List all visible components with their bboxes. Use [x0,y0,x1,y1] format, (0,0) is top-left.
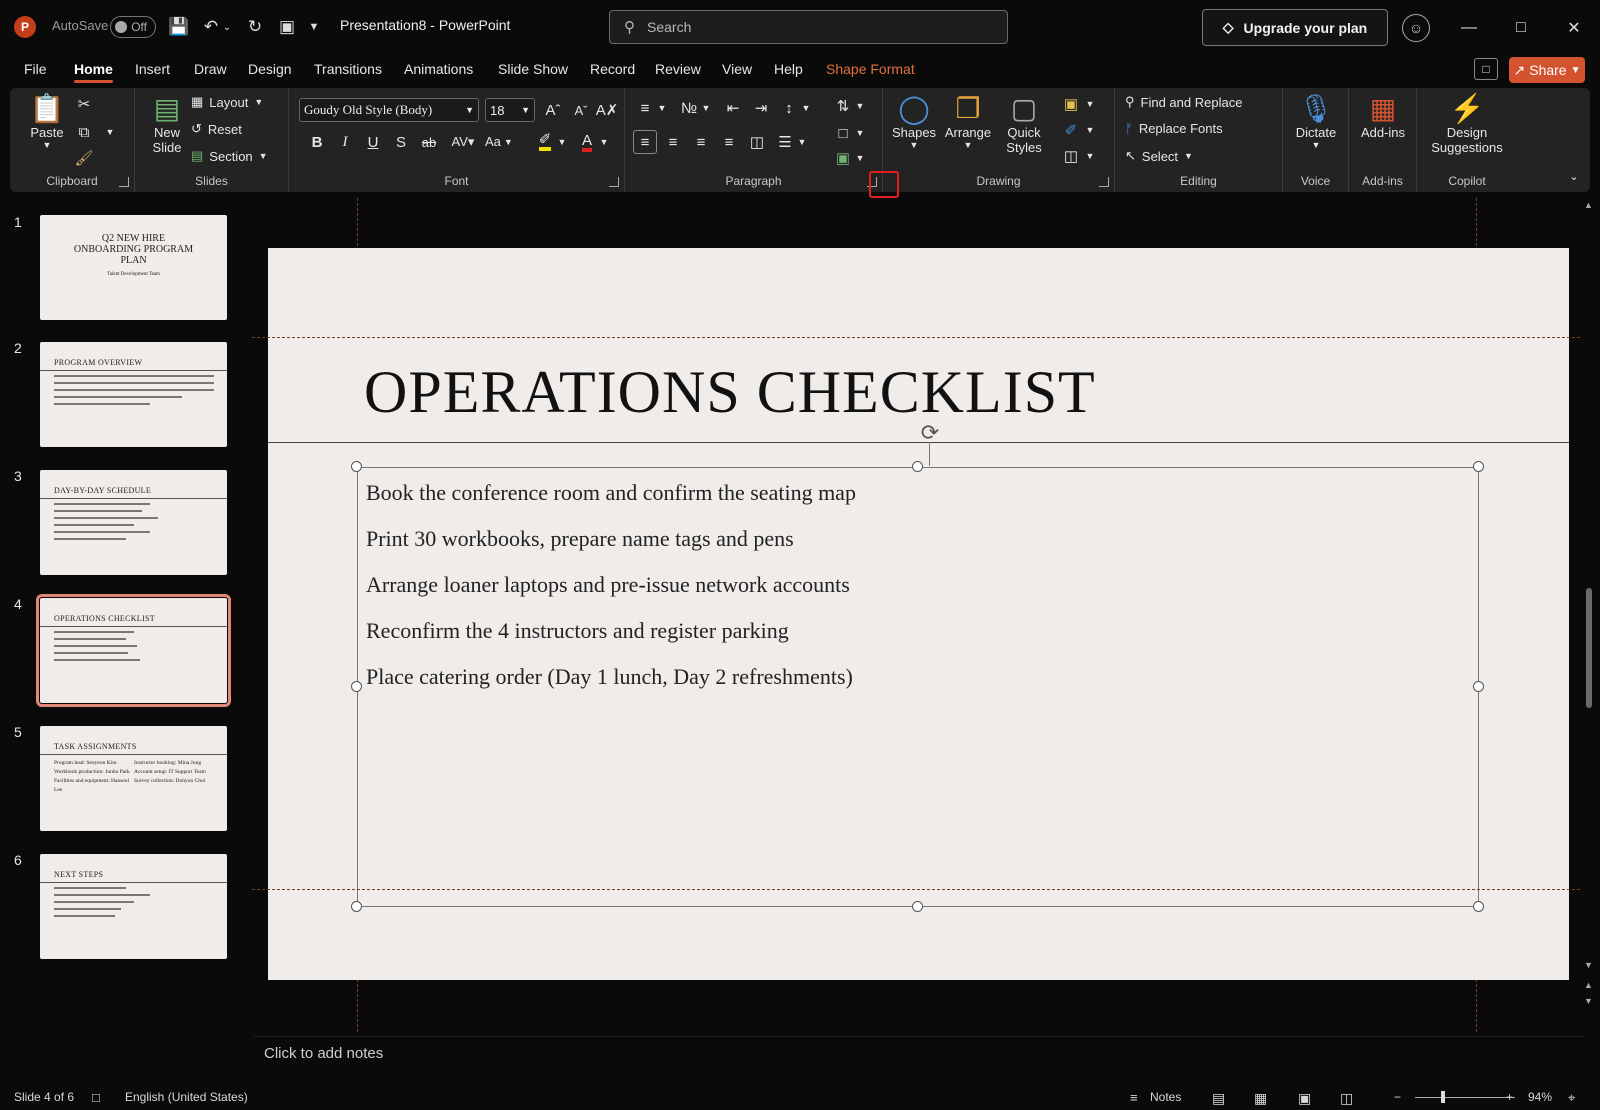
zoom-out-icon[interactable]: − [1394,1090,1402,1104]
thumbnail-title: TASK ASSIGNMENTS [54,742,137,751]
document-title: Presentation8 - PowerPoint [340,17,511,33]
font-group [289,88,625,192]
slides-group-label: Slides [195,174,228,188]
resize-handle[interactable] [1473,901,1484,912]
layout-icon: ▦ [191,94,204,109]
slide-counter: Slide 4 of 6 [14,1090,75,1104]
resize-handle[interactable] [1473,681,1484,692]
paste-label: Paste [30,125,64,140]
scrollbar-thumb[interactable] [1586,588,1592,708]
text-direction-icon[interactable]: ⇅ [836,98,850,115]
bullets-dropdown-icon[interactable]: ▼ [657,103,667,113]
accessibility-icon[interactable]: □ [92,1090,100,1105]
zoom-slider[interactable] [1415,1097,1515,1098]
quick-styles-label-2: Styles [1006,140,1042,155]
thumbnail-title: NEXT STEPS [54,870,104,879]
resize-handle[interactable] [1473,461,1484,472]
thumbnail-title-line: ONBOARDING PROGRAM [73,244,194,255]
slides-group [135,88,289,192]
resize-handle[interactable] [351,681,362,692]
scroll-up-icon[interactable]: ▲ [1584,200,1593,210]
quick-styles-button[interactable] [999,92,1049,155]
bold-icon[interactable]: B [311,133,323,151]
clipboard-group [10,88,135,192]
tab-record[interactable]: Record [590,61,636,77]
slide-thumbnail-3[interactable] [40,470,227,575]
notes-toggle-label[interactable]: Notes [1150,1090,1182,1104]
font-color-icon[interactable]: A [575,130,599,154]
autosave-toggle[interactable] [110,16,156,38]
bullet-item[interactable]: Print 30 workbooks, prepare name tags and pens [366,526,794,551]
dictate-label: Dictate [1295,125,1337,140]
change-case-dropdown-icon: ▼ [503,136,513,147]
drawing-launcher-icon[interactable] [1099,177,1109,187]
shape-effects-icon[interactable]: ◫ [1063,148,1079,165]
design-lightning-icon: ⚡ [1449,93,1485,124]
drawing-group [883,88,1115,192]
paragraph-group-label: Paragraph [725,174,782,188]
find-replace-label: Find and Replace [1140,94,1243,110]
section-dropdown-icon: ▼ [258,151,268,161]
design-suggestions-button[interactable] [1423,92,1511,155]
resize-handle[interactable] [912,461,923,472]
quick-styles-icon: ▢ [1010,93,1038,124]
select-cursor-icon: ↖ [1125,148,1136,163]
decrease-font-size-icon[interactable]: Aˇ [574,102,588,118]
change-case-label: Aa [485,134,501,149]
resize-handle[interactable] [351,461,362,472]
font-group-label: Font [444,174,469,188]
align-vertical-dropdown-icon[interactable]: ▼ [855,128,865,138]
title-bar [0,0,1600,56]
shape-outline-icon[interactable]: ✐ [1064,122,1078,139]
drawing-group-label: Drawing [976,174,1021,188]
account-avatar-icon[interactable]: ☺ [1402,14,1430,42]
status-bar [0,1086,1600,1110]
smart-guide [252,889,1580,890]
smartart-dropdown-icon[interactable]: ▼ [855,153,865,163]
slide-thumbnail-6[interactable] [40,854,227,959]
paragraph-group [625,88,883,192]
slide-thumbnail-4[interactable] [40,598,227,703]
slideshow-view-icon[interactable]: ◫ [1340,1090,1354,1106]
voice-group-label: Voice [1300,174,1331,188]
slide-thumbnail-1[interactable] [40,215,227,320]
paste-dropdown-icon: ▼ [42,140,52,150]
decrease-indent-icon[interactable]: ⇤ [726,100,740,117]
slide-thumbnails-panel [0,200,250,1080]
align-text-dropdown-icon[interactable]: ▼ [797,137,807,147]
tab-file[interactable]: File [24,61,47,77]
section-icon: ▤ [191,148,204,163]
thumbnail-number: 1 [14,214,22,230]
columns-icon[interactable]: ◫ [749,134,765,151]
autosave-state: Off [131,20,147,34]
addins-label: Add-ins [1360,125,1406,140]
thumbnail-number: 5 [14,724,22,740]
layout-label: Layout [209,94,249,110]
resize-handle[interactable] [351,901,362,912]
select-button[interactable] [1125,148,1193,164]
thumbnail-title-line: PLAN [120,255,147,266]
copy-dropdown-icon[interactable]: ▼ [105,127,115,137]
smartart-icon[interactable]: ▣ [835,150,851,167]
undo-icon[interactable]: ↶ [203,17,219,36]
previous-slide-icon[interactable]: ▲ [1584,980,1593,990]
copilot-group-label: Copilot [1448,174,1486,188]
find-replace-button[interactable] [1125,94,1242,110]
bullet-item[interactable]: Book the conference room and confirm the seating map [366,480,856,505]
font-launcher-icon[interactable] [609,177,619,187]
present-icon[interactable]: ▣ [278,17,296,36]
slide-canvas[interactable] [268,248,1569,980]
clipboard-launcher-icon[interactable] [119,177,129,187]
align-left-icon[interactable]: ≡ [633,130,657,154]
tab-shape-format[interactable]: Shape Format [826,61,915,77]
minimize-icon[interactable]: — [1461,19,1477,36]
thumbnail-title: DAY-BY-DAY SCHEDULE [54,486,152,495]
tab-design[interactable]: Design [248,61,292,77]
save-icon[interactable]: 💾 [168,17,190,36]
diamond-icon: ◇ [1222,19,1234,35]
thumbnail-number: 4 [14,596,22,612]
shapes-label: Shapes [891,125,937,140]
shapes-button[interactable] [891,92,937,150]
tab-help[interactable]: Help [774,61,803,77]
clear-formatting-icon[interactable]: A✗ [595,102,619,119]
share-label: Share [1529,62,1567,78]
tab-home[interactable]: Home [74,61,113,77]
highlight-dropdown-icon[interactable]: ▼ [557,137,567,147]
zoom-level[interactable]: 94% [1528,1090,1553,1104]
bullet-item[interactable]: Arrange loaner laptops and pre-issue network accounts [366,572,850,597]
font-name-chevron-icon: ▼ [465,105,474,115]
thumbnail-cell: Account setup: IT Support Team [134,769,206,775]
notes-pane[interactable] [254,1036,1584,1072]
underline-icon[interactable]: U [367,133,379,151]
line-spacing-dropdown-icon[interactable]: ▼ [801,103,811,113]
addins-group-label: Add-ins [1362,174,1403,188]
dictate-button[interactable] [1289,92,1343,150]
tab-transitions[interactable]: Transitions [314,61,382,77]
share-icon: ↗ [1513,61,1526,78]
change-case-button[interactable] [485,134,513,149]
autosave-label: AutoSave [52,18,109,33]
reset-button[interactable] [191,121,242,137]
addins-grid-icon: ▦ [1369,93,1397,124]
section-button[interactable] [191,148,268,164]
new-slide-label-2: Slide [152,140,182,155]
smart-guide [252,337,1580,338]
notes-toggle-icon[interactable]: ≡ [1130,1090,1138,1105]
font-name-value: Goudy Old Style (Body) [304,102,433,117]
tab-view[interactable]: View [722,61,753,77]
voice-group [1283,88,1349,192]
ribbon-tabs [0,56,1600,86]
increase-indent-icon[interactable]: ⇥ [754,100,768,117]
bullets-icon[interactable]: ≡ [640,99,650,117]
ribbon [10,88,1590,192]
tab-slide-show[interactable]: Slide Show [498,61,569,77]
thumbnail-cell: Program lead: Seoyeon Kim [54,760,117,766]
undo-dropdown-icon[interactable]: ⌄ [222,21,232,33]
comments-icon[interactable]: □ [1474,58,1498,80]
select-label: Select [1141,148,1179,164]
addins-button[interactable] [1355,92,1411,140]
align-right-icon[interactable]: ≡ [696,133,706,151]
collapse-ribbon-icon[interactable]: ⌄ [1569,170,1579,183]
shapes-dropdown-icon: ▼ [909,140,919,150]
slide-title[interactable]: OPERATIONS CHECKLIST [364,359,1096,425]
shape-effects-dropdown-icon[interactable]: ▼ [1085,151,1095,161]
share-dropdown-icon: ▼ [1570,64,1581,76]
thumbnail-cell: Workbook production: Junho Park [54,769,130,775]
notes-placeholder: Click to add notes [264,1045,384,1062]
layout-dropdown-icon: ▼ [254,97,264,107]
thumbnail-number: 2 [14,340,22,356]
paragraph-launcher-highlight [869,171,899,198]
layout-button[interactable] [191,94,263,110]
arrange-label: Arrange [944,125,992,140]
section-label: Section [209,148,253,164]
zoom-slider-thumb[interactable] [1441,1091,1445,1103]
slide-sorter-icon[interactable]: ▦ [1254,1090,1268,1106]
close-icon[interactable]: ✕ [1567,20,1581,37]
find-icon: ⚲ [1125,94,1135,109]
line-spacing-icon[interactable]: ↕ [785,99,793,117]
design-label-2: Suggestions [1431,140,1503,155]
resize-handle[interactable] [912,901,923,912]
text-shadow-icon[interactable]: S [395,133,406,151]
font-size-value: 18 [490,102,505,118]
thumbnail-number: 6 [14,852,22,868]
upgrade-plan-button[interactable] [1202,9,1388,46]
bullet-item[interactable]: Place catering order (Day 1 lunch, Day 2 refreshments) [366,664,853,689]
clipboard-group-label: Clipboard [46,174,98,188]
replace-fonts-button[interactable] [1125,121,1223,136]
redo-icon[interactable]: ↻ [247,17,263,36]
microphone-icon: 🎙 [1298,93,1334,124]
dictate-dropdown-icon: ▼ [1311,140,1321,150]
font-size-dropdown[interactable] [485,98,535,122]
thumbnail-number: 3 [14,468,22,484]
justify-icon[interactable]: ≡ [724,133,734,151]
strikethrough-icon[interactable]: ab [421,134,437,150]
paste-button[interactable] [26,92,68,150]
fit-to-window-icon[interactable]: ⌖ [1568,1090,1576,1105]
addins-group [1349,88,1417,192]
italic-icon[interactable]: I [342,133,348,150]
increase-font-size-icon[interactable]: Aˆ [545,101,561,119]
shapes-icon: ◯ [898,93,930,124]
slide-thumbnail-5[interactable] [40,726,227,831]
thumbnail-cell: Facilities and equipment: Hanseul Lee [54,778,129,793]
new-slide-button[interactable] [143,92,191,155]
customize-toolbar-icon[interactable]: ▼ [308,21,320,33]
tab-review[interactable]: Review [655,61,701,77]
text-direction-dropdown-icon[interactable]: ▼ [855,101,865,111]
font-color-dropdown-icon[interactable]: ▼ [599,137,609,147]
new-slide-icon: ▤ [153,93,181,124]
format-painter-icon[interactable]: 🖌 [74,150,94,167]
thumbnail-cell: Instructor booking: Mina Jung [134,760,202,766]
reset-label: Reset [207,121,242,137]
search-input[interactable] [609,10,1008,44]
editing-group [1115,88,1283,192]
align-vertical-icon[interactable]: □ [838,124,848,142]
vertical-scrollbar[interactable] [1582,200,1596,1020]
bullet-item[interactable]: Reconfirm the 4 instructors and register parking [366,618,789,643]
replace-fonts-icon: ᚠ [1125,121,1133,136]
copy-icon[interactable]: ⧉ [78,123,90,141]
tab-animations[interactable]: Animations [404,61,474,77]
numbering-icon[interactable]: № [680,99,698,117]
thumbnail-title-line: Q2 NEW HIRE [101,233,166,244]
slide-thumbnail-2[interactable] [40,342,227,447]
next-slide-icon[interactable]: ▼ [1584,996,1593,1006]
bullet-list[interactable] [366,470,856,700]
replace-fonts-label: Replace Fonts [1138,121,1223,136]
arrange-icon: ❐ [955,93,981,124]
thumbnail-title: OPERATIONS CHECKLIST [54,614,155,623]
shape-fill-icon[interactable]: ▣ [1063,96,1079,113]
zoom-in-icon[interactable]: + [1506,1090,1514,1104]
shape-outline-dropdown-icon[interactable]: ▼ [1085,125,1095,135]
maximize-icon[interactable]: □ [1516,19,1526,36]
rotate-handle-icon[interactable]: ⟳ [920,420,940,445]
shape-fill-dropdown-icon[interactable]: ▼ [1085,99,1095,109]
select-dropdown-icon: ▼ [1184,151,1193,161]
tab-draw[interactable]: Draw [194,61,227,77]
thumbnail-title: PROGRAM OVERVIEW [54,358,143,367]
powerpoint-logo-icon: P [14,16,36,38]
highlight-color-icon[interactable]: ✐ [533,130,557,154]
design-label-1: Design [1446,125,1488,140]
numbering-dropdown-icon[interactable]: ▼ [701,103,711,113]
thumbnail-cell: Survey collection: Dohyun Choi [134,778,206,784]
new-slide-label-1: New [153,125,180,140]
character-spacing-icon[interactable]: AV▾ [451,134,475,149]
search-placeholder: Search [647,19,692,35]
reading-view-icon[interactable]: ▣ [1298,1090,1312,1106]
cut-icon[interactable]: ✂ [77,96,91,113]
language-indicator[interactable]: English (United States) [125,1090,248,1104]
arrange-button[interactable] [941,92,995,150]
tab-insert[interactable]: Insert [135,61,171,77]
clipboard-icon: 📋 [29,93,65,124]
normal-view-icon[interactable]: ▤ [1212,1090,1226,1106]
share-button[interactable] [1509,57,1585,83]
upgrade-plan-label: Upgrade your plan [1243,19,1368,36]
font-size-chevron-icon: ▼ [521,105,530,115]
arrange-dropdown-icon: ▼ [963,140,973,150]
align-center-icon[interactable]: ≡ [668,133,678,151]
editing-group-label: Editing [1180,174,1217,188]
thumbnail-subtitle: Talent Development Team [107,272,160,277]
rotate-stem [929,442,930,466]
search-icon: ⚲ [624,19,635,36]
align-text-icon[interactable]: ☰ [778,134,792,151]
copilot-group [1417,88,1517,192]
font-name-dropdown[interactable] [299,98,479,122]
scroll-down-icon[interactable]: ▼ [1584,960,1593,970]
reset-icon: ↺ [191,121,202,136]
quick-styles-label-1: Quick [1007,125,1041,140]
